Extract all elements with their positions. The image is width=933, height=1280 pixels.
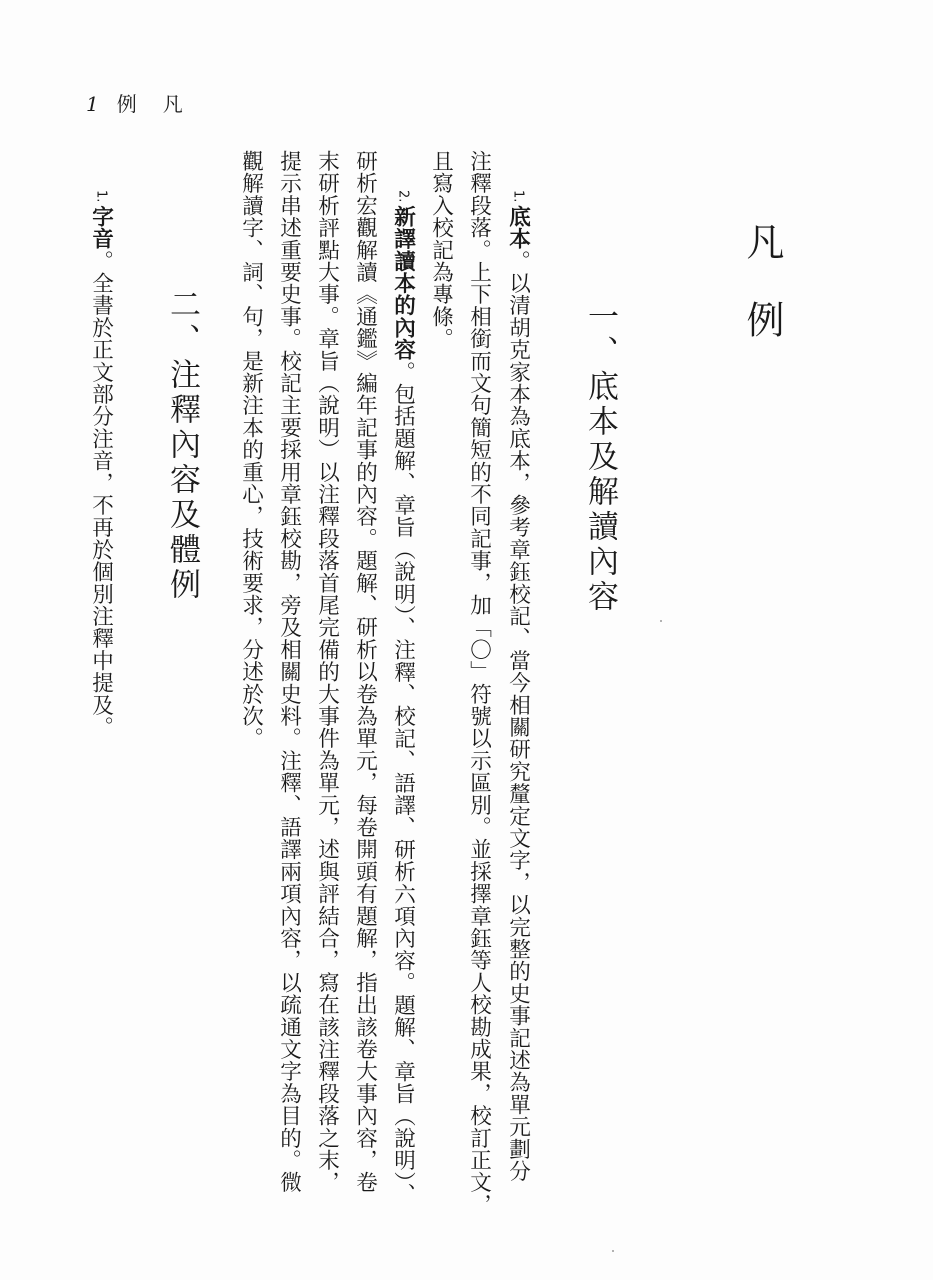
item-number: 1. bbox=[510, 190, 526, 203]
section-1-item-2-line-5: 觀解讀字、詞、句，是新注本的重心，技術要求，分述於次。 bbox=[238, 150, 264, 750]
section-1-item-2-line-1 bbox=[392, 190, 414, 1205]
section-1-item-2-line-4: 提示串述重要史事。校記主要採用章鈺校勘，旁及相關史料。注釋、語譯兩項內容，以疏通文字為目的。微 bbox=[276, 150, 302, 1194]
section-2-item-1-line-1 bbox=[90, 190, 112, 738]
section-1-item-1-line-3: 且寫入校記為專條。 bbox=[428, 150, 454, 350]
scan-speck bbox=[660, 620, 662, 622]
page-number: 1 bbox=[86, 92, 99, 116]
section-1-item-2-line-2: 研析宏觀解讀《通鑑》編年記事的內容。題解、研析以卷為單元，每卷開頭有題解，指出該卷大事內容，卷 bbox=[352, 150, 378, 1194]
item-term: 底本 bbox=[505, 205, 531, 250]
item-number: 1. bbox=[93, 190, 109, 203]
running-head-title: 例凡 bbox=[116, 92, 209, 116]
section-2-heading: 二、注釋內容及體例 bbox=[164, 288, 200, 603]
scan-speck bbox=[612, 1250, 614, 1252]
section-1-item-1-line-1 bbox=[507, 190, 529, 1182]
section-1-heading: 一、底本及解讀內容 bbox=[582, 300, 618, 615]
page-title: 凡例 bbox=[740, 222, 784, 378]
section-1-item-1-line-2: 注釋段落。上下相銜而文句簡短的不同記事，加「〇」符號以示區別。並採擇章鈺等人校勘成果，校訂正文， bbox=[466, 150, 492, 1216]
item-text: 。以清胡克家本為底本，參考章鈺校記、當今相關研究釐定文字，以完整的史事記述為單元劃分 bbox=[505, 249, 531, 1183]
running-head bbox=[86, 88, 209, 117]
item-term: 字音 bbox=[88, 205, 114, 250]
item-term: 新譯讀本的內容 bbox=[390, 205, 416, 361]
item-text: 。全書於正文部分注音，不再於個別注釋中提及。 bbox=[88, 249, 114, 739]
item-text: 。包括題解、章旨（說明）、注釋、校記、語譯、研析六項內容。題解、章旨（說明）、 bbox=[390, 360, 416, 1206]
section-1-item-2-line-3: 末研析評點大事。章旨（說明）以注釋段落首尾完備的大事件為單元，述與評結合，寫在該注釋段落之末， bbox=[314, 150, 340, 1194]
item-number: 2. bbox=[395, 190, 411, 203]
